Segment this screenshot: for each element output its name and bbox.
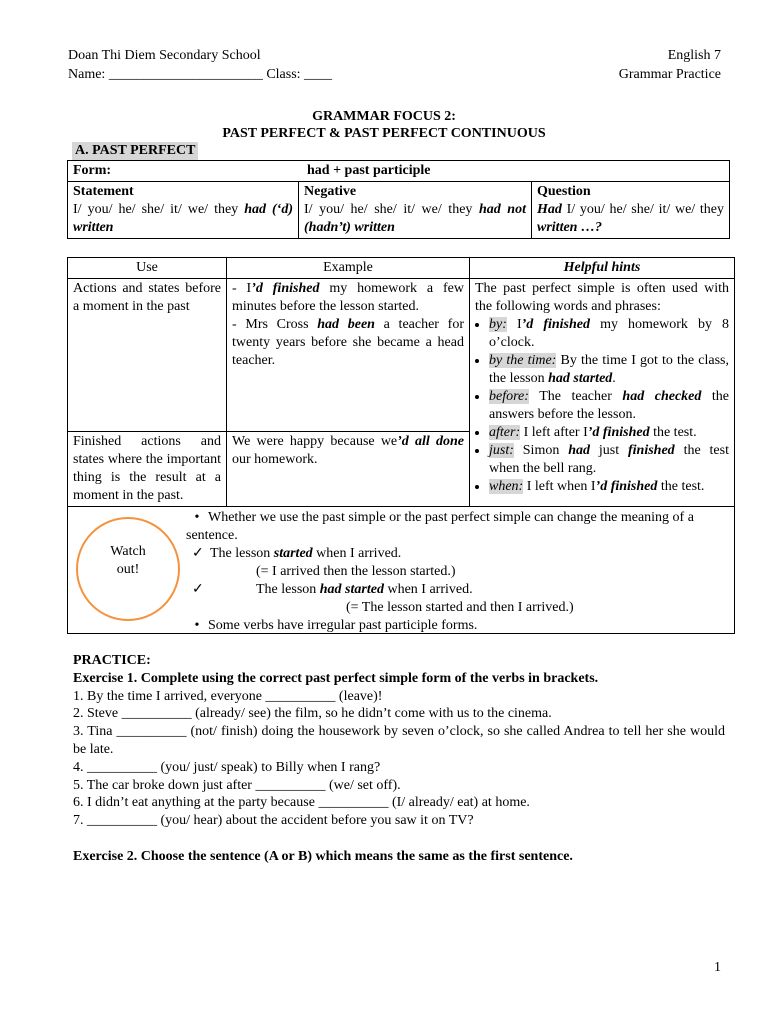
watch-ex1-post: when I arrived. bbox=[312, 546, 402, 561]
ex1b-post: a teacher for twenty years before she became a head teacher. bbox=[232, 317, 464, 368]
hint-item bbox=[489, 442, 729, 478]
example-2 bbox=[227, 432, 470, 507]
negative-form: had not (hadn’t) written bbox=[304, 202, 526, 235]
hint-pre: I bbox=[506, 317, 522, 332]
check-icon: ✓ bbox=[192, 546, 204, 561]
watch-ex2-post: when I arrived. bbox=[383, 582, 473, 597]
use-1: Actions and states before a moment in the past bbox=[68, 279, 227, 432]
exercise-item: 1. By the time I arrived, everyone __________ (leave)! bbox=[73, 688, 383, 704]
ex1a-pre: - I bbox=[232, 281, 252, 296]
exercise-item: 3. Tina __________ (not/ finish) doing the housework by seven o’clock, so she called Andrea to tell her she would be late. bbox=[73, 724, 725, 757]
watch-bullet-2-text: Some verbs have irregular past participle forms. bbox=[208, 618, 478, 633]
bullet-icon: • bbox=[194, 618, 200, 633]
ex1b-pre: - Mrs Cross bbox=[232, 317, 318, 332]
ex1a-post: my homework a few minutes before the lesson started. bbox=[232, 281, 464, 314]
negative-cell bbox=[299, 182, 532, 239]
hint-em: ’d finished bbox=[521, 317, 591, 332]
hints-intro: The past perfect simple is often used with the following words and phrases: bbox=[475, 281, 729, 314]
hint-pre: I left after I bbox=[520, 425, 588, 440]
exercise-2-title: Exercise 2. Choose the sentence (A or B) which means the same as the first sentence. bbox=[73, 848, 573, 864]
section-a-heading: A. PAST PERFECT bbox=[72, 142, 198, 160]
hint-key: when: bbox=[489, 479, 524, 494]
statement-text: I/ you/ he/ she/ it/ we/ they bbox=[73, 202, 245, 217]
hint-post: the test. bbox=[649, 425, 697, 440]
hint-item bbox=[489, 388, 729, 424]
watch-example-1 bbox=[186, 545, 731, 563]
exercise-item: 7. __________ (you/ hear) about the accident before you saw it on TV? bbox=[73, 813, 474, 829]
hint-pre: By the time I got to the class, the lesson bbox=[489, 353, 729, 386]
watch-ex2-note: (= The lesson started and then I arrived.) bbox=[346, 600, 574, 615]
hint-pre: Simon bbox=[513, 443, 569, 458]
negative-text: I/ you/ he/ she/ it/ we/ they bbox=[304, 202, 479, 217]
subject-label: English 7 bbox=[667, 48, 721, 63]
hint-item bbox=[489, 424, 729, 442]
page-number: 1 bbox=[714, 960, 721, 975]
exercise-item: 2. Steve __________ (already/ see) the film, so he didn’t come with us to the cinema. bbox=[73, 706, 552, 722]
school-name: Doan Thi Diem Secondary School bbox=[68, 48, 261, 63]
practice-heading: PRACTICE: bbox=[73, 653, 151, 668]
practice-section bbox=[73, 652, 725, 866]
use-2: Finished actions and states where the important thing is the result at a moment in the past. bbox=[68, 432, 227, 507]
watch-out-box bbox=[68, 507, 735, 634]
form-table bbox=[67, 160, 730, 239]
ex1b-em: had been bbox=[317, 317, 375, 332]
ex2-pre: We were happy because we bbox=[232, 434, 398, 449]
form-row bbox=[68, 161, 730, 182]
practice-label: Grammar Practice bbox=[618, 67, 721, 82]
title-line-1: GRAMMAR FOCUS 2: bbox=[312, 109, 456, 124]
hints-list bbox=[475, 316, 729, 496]
example-1 bbox=[227, 279, 470, 432]
example-col-header: Example bbox=[227, 258, 470, 279]
exercise-item: 6. I didn’t eat anything at the party because __________ (I/ already/ eat) at home. bbox=[73, 795, 530, 811]
watch-ex1-note: (= I arrived then the lesson started.) bbox=[256, 564, 456, 579]
watch-ex2-pre: The lesson bbox=[256, 582, 320, 597]
statement-form: had (‘d) written bbox=[73, 202, 293, 235]
hint-em: ’d finished bbox=[587, 425, 650, 440]
statement-heading: Statement bbox=[73, 184, 134, 199]
name-class-line: Name: ______________________ Class: ____ bbox=[68, 67, 333, 82]
hint-post: the test when the bell rang. bbox=[489, 443, 729, 476]
hint-key: by the time: bbox=[489, 353, 557, 368]
watch-ex1-pre: The lesson bbox=[210, 546, 274, 561]
form-label: Form: bbox=[73, 163, 112, 178]
exercise-item: 4. __________ (you/ just/ speak) to Billy when I rang? bbox=[73, 759, 381, 775]
exercise-1-title: Exercise 1. Complete using the correct past perfect simple form of the verbs in brackets. bbox=[73, 670, 599, 686]
hint-pre: I left when I bbox=[523, 479, 596, 494]
hint-key: before: bbox=[489, 389, 529, 404]
hint-key: just: bbox=[489, 443, 514, 458]
hint-em2: finished bbox=[628, 443, 675, 458]
question-aux: Had bbox=[537, 202, 562, 217]
title-line-2: PAST PERFECT & PAST PERFECT CONTINUOUS bbox=[222, 126, 546, 141]
watch-bullet-1-text: Whether we use the past simple or the past perfect simple can change the meaning of a sentence. bbox=[186, 510, 694, 543]
question-form: written …? bbox=[537, 220, 602, 235]
hints-col-header: Helpful hints bbox=[470, 258, 735, 279]
watch-bullet-2 bbox=[186, 617, 731, 635]
question-cell bbox=[532, 182, 730, 239]
bullet-icon: • bbox=[194, 510, 200, 525]
hint-pre: The teacher bbox=[528, 389, 623, 404]
ex1a-em: ’d finished bbox=[251, 281, 320, 296]
hint-em: ’d finished bbox=[595, 479, 658, 494]
hint-mid: just bbox=[590, 443, 628, 458]
watch-example-2 bbox=[186, 581, 731, 599]
exercise-item: 5. The car broke down just after __________ (we/ set off). bbox=[73, 777, 401, 793]
watch-ex2-em: had started bbox=[319, 582, 384, 597]
check-icon: ✓ bbox=[192, 582, 204, 597]
hint-item bbox=[489, 352, 729, 388]
hint-item bbox=[489, 316, 729, 352]
hint-key: after: bbox=[489, 425, 521, 440]
watch-bullet-1 bbox=[186, 509, 731, 545]
ex2-em: ’d all done bbox=[397, 434, 464, 449]
hint-em: had checked bbox=[622, 389, 702, 404]
negative-heading: Negative bbox=[304, 184, 357, 199]
form-value: had + past participle bbox=[307, 163, 431, 178]
hint-post: the test. bbox=[657, 479, 705, 494]
hint-item bbox=[489, 478, 729, 496]
use-col-header: Use bbox=[68, 258, 227, 279]
hints-cell bbox=[470, 279, 735, 507]
hint-key: by: bbox=[489, 317, 507, 332]
question-heading: Question bbox=[537, 184, 591, 199]
watch-ex1-em: started bbox=[273, 546, 313, 561]
hint-post: my homework by 8 o’clock. bbox=[489, 317, 729, 350]
statement-cell bbox=[68, 182, 299, 239]
watch-out-content bbox=[186, 509, 731, 635]
question-text: I/ you/ he/ she/ it/ we/ they bbox=[561, 202, 724, 217]
ex2-post: our homework. bbox=[232, 452, 318, 467]
hint-em: had started bbox=[548, 371, 613, 386]
watch-out-label: Watch out! bbox=[110, 544, 146, 577]
hint-em: had bbox=[568, 443, 591, 458]
use-table bbox=[67, 257, 735, 634]
hint-post: . bbox=[612, 371, 616, 386]
hint-post: the answers before the lesson. bbox=[489, 389, 730, 422]
